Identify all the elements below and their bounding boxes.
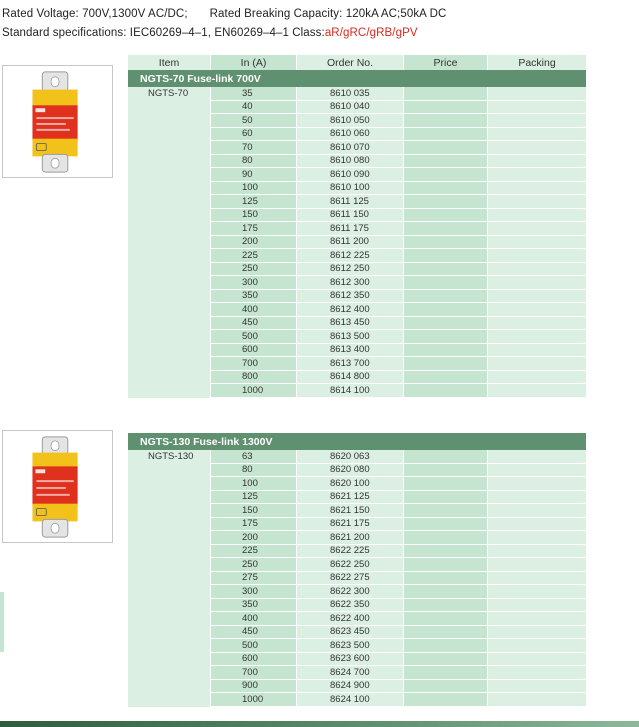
table-row (128, 371, 586, 385)
cell-in: 80 (210, 464, 296, 478)
cell-order-no: 8610 035 (296, 87, 403, 101)
table-ngts-70 (128, 55, 586, 398)
cell-price (403, 249, 487, 263)
table-row (128, 182, 586, 196)
cell-order-no: 8614 800 (296, 371, 403, 385)
cell-in: 200 (210, 236, 296, 250)
cell-packing (487, 666, 586, 680)
cell-item (128, 141, 210, 155)
table-row (128, 572, 586, 586)
cell-item (128, 195, 210, 209)
table-row (128, 141, 586, 155)
table-banner: NGTS-70 Fuse-link 700V (128, 70, 586, 87)
table-row (128, 680, 586, 694)
cell-in: 125 (210, 491, 296, 505)
table-row (128, 290, 586, 304)
table-row (128, 276, 586, 290)
cell-order-no: 8623 500 (296, 639, 403, 653)
cell-packing (487, 545, 586, 559)
cell-in: 1000 (210, 384, 296, 398)
table-row (128, 128, 586, 142)
cell-order-no: 8621 175 (296, 518, 403, 532)
cell-item (128, 626, 210, 640)
table-body (128, 87, 586, 398)
cell-price (403, 531, 487, 545)
cell-in: 275 (210, 572, 296, 586)
cell-price (403, 545, 487, 559)
spec-line-standards (2, 27, 418, 39)
cell-in: 40 (210, 101, 296, 115)
cell-packing (487, 290, 586, 304)
table-row (128, 222, 586, 236)
cell-packing (487, 518, 586, 532)
table-row (128, 263, 586, 277)
cell-item (128, 531, 210, 545)
cell-item (128, 101, 210, 115)
cell-item (128, 612, 210, 626)
cell-in: 450 (210, 317, 296, 331)
cell-packing (487, 87, 586, 101)
table-row (128, 317, 586, 331)
cell-price (403, 209, 487, 223)
cell-order-no: 8620 100 (296, 477, 403, 491)
cell-order-no: 8621 125 (296, 491, 403, 505)
cell-in: 350 (210, 290, 296, 304)
cell-packing (487, 141, 586, 155)
cell-price (403, 290, 487, 304)
table-row (128, 518, 586, 532)
spec-line-voltage (2, 8, 446, 20)
cell-packing (487, 114, 586, 128)
cell-packing (487, 249, 586, 263)
cell-packing (487, 504, 586, 518)
cell-price (403, 384, 487, 398)
cell-price (403, 303, 487, 317)
table-row (128, 357, 586, 371)
cell-packing (487, 195, 586, 209)
cell-packing (487, 128, 586, 142)
cell-packing (487, 168, 586, 182)
cell-item (128, 303, 210, 317)
cell-packing (487, 491, 586, 505)
cell-packing (487, 344, 586, 358)
cell-order-no: 8621 200 (296, 531, 403, 545)
cell-order-no: 8622 300 (296, 585, 403, 599)
cell-price (403, 680, 487, 694)
cell-order-no: 8612 400 (296, 303, 403, 317)
cell-in: 600 (210, 344, 296, 358)
cell-packing (487, 477, 586, 491)
cell-price (403, 612, 487, 626)
cell-order-no: 8610 070 (296, 141, 403, 155)
cell-item (128, 518, 210, 532)
cell-packing (487, 384, 586, 398)
fuse-link-icon (3, 66, 112, 177)
cell-in: 60 (210, 128, 296, 142)
cell-price (403, 371, 487, 385)
cell-price (403, 572, 487, 586)
table-row (128, 344, 586, 358)
cell-item (128, 114, 210, 128)
cell-order-no: 8610 100 (296, 182, 403, 196)
cell-item (128, 330, 210, 344)
table-row (128, 330, 586, 344)
cell-item (128, 585, 210, 599)
cell-order-no: 8614 100 (296, 384, 403, 398)
table-banner: NGTS-130 Fuse-link 1300V (128, 433, 586, 450)
table-row (128, 491, 586, 505)
cell-in: 300 (210, 585, 296, 599)
class-text: aR/gRC/gRB/gPV (324, 27, 418, 39)
cell-packing (487, 653, 586, 667)
cell-order-no: 8610 040 (296, 101, 403, 115)
cell-price (403, 114, 487, 128)
table-row (128, 558, 586, 572)
cell-price (403, 599, 487, 613)
cell-order-no: 8624 700 (296, 666, 403, 680)
cell-order-no: 8621 150 (296, 504, 403, 518)
cell-item (128, 276, 210, 290)
header-packing: Packing (487, 55, 586, 70)
cell-price (403, 128, 487, 142)
cell-price (403, 236, 487, 250)
cell-packing (487, 263, 586, 277)
cell-packing (487, 558, 586, 572)
cell-in: 200 (210, 531, 296, 545)
cell-item (128, 236, 210, 250)
cell-price (403, 504, 487, 518)
cell-in: 80 (210, 155, 296, 169)
table-row (128, 531, 586, 545)
cell-price (403, 141, 487, 155)
cell-item (128, 290, 210, 304)
cell-in: 500 (210, 639, 296, 653)
cell-packing (487, 317, 586, 331)
cell-price (403, 182, 487, 196)
cell-order-no: 8620 063 (296, 450, 403, 464)
cell-price (403, 317, 487, 331)
cell-in: 400 (210, 612, 296, 626)
cell-price (403, 653, 487, 667)
table-row (128, 653, 586, 667)
table-row (128, 450, 586, 464)
table-row (128, 693, 586, 707)
cell-price (403, 639, 487, 653)
cell-in: 700 (210, 666, 296, 680)
fuse-link-icon (3, 431, 112, 542)
cell-packing (487, 236, 586, 250)
cell-item (128, 209, 210, 223)
table-row (128, 504, 586, 518)
cell-price (403, 155, 487, 169)
table-row (128, 168, 586, 182)
cell-item (128, 182, 210, 196)
cell-item (128, 680, 210, 694)
cell-item (128, 344, 210, 358)
cell-in: 63 (210, 450, 296, 464)
cell-order-no: 8611 125 (296, 195, 403, 209)
table-row (128, 626, 586, 640)
cell-item (128, 639, 210, 653)
cell-packing (487, 209, 586, 223)
product-image-ngts-130 (2, 430, 113, 543)
side-strip (0, 592, 4, 652)
cell-order-no: 8612 300 (296, 276, 403, 290)
cell-order-no: 8610 090 (296, 168, 403, 182)
cell-price (403, 626, 487, 640)
cell-in: 150 (210, 504, 296, 518)
cell-in: 400 (210, 303, 296, 317)
cell-order-no: 8612 250 (296, 263, 403, 277)
cell-item (128, 693, 210, 707)
table-row (128, 195, 586, 209)
cell-order-no: 8611 175 (296, 222, 403, 236)
cell-order-no: 8613 400 (296, 344, 403, 358)
table-row (128, 477, 586, 491)
cell-packing (487, 639, 586, 653)
header-item: Item (158, 56, 180, 69)
product-image-ngts-70 (2, 65, 113, 178)
cell-packing (487, 357, 586, 371)
table-row (128, 303, 586, 317)
cell-item: NGTS-130 (128, 450, 210, 464)
cell-item (128, 249, 210, 263)
cell-in: 500 (210, 330, 296, 344)
cell-item: NGTS-70 (128, 87, 210, 101)
cell-item (128, 128, 210, 142)
cell-order-no: 8612 350 (296, 290, 403, 304)
table-row (128, 114, 586, 128)
cell-packing (487, 303, 586, 317)
cell-in: 600 (210, 653, 296, 667)
cell-item (128, 168, 210, 182)
cell-packing (487, 450, 586, 464)
table-row (128, 599, 586, 613)
cell-packing (487, 612, 586, 626)
cell-price (403, 693, 487, 707)
cell-packing (487, 182, 586, 196)
cell-in: 350 (210, 599, 296, 613)
cell-in: 250 (210, 263, 296, 277)
cell-in: 225 (210, 249, 296, 263)
cell-price (403, 518, 487, 532)
cell-item (128, 357, 210, 371)
cell-order-no: 8622 250 (296, 558, 403, 572)
table-body (128, 450, 586, 707)
cell-packing (487, 276, 586, 290)
cell-item (128, 317, 210, 331)
table-row (128, 236, 586, 250)
cell-item (128, 491, 210, 505)
cell-item (128, 558, 210, 572)
table-row (128, 87, 586, 101)
cell-order-no: 8624 100 (296, 693, 403, 707)
cell-order-no: 8610 050 (296, 114, 403, 128)
cell-order-no: 8623 450 (296, 626, 403, 640)
cell-order-no: 8613 450 (296, 317, 403, 331)
cell-in: 900 (210, 680, 296, 694)
cell-price (403, 491, 487, 505)
header-in: In (A) (210, 55, 296, 70)
table-header (128, 55, 586, 70)
cell-item (128, 371, 210, 385)
table-row (128, 666, 586, 680)
cell-in: 150 (210, 209, 296, 223)
cell-order-no: 8623 600 (296, 653, 403, 667)
cell-packing (487, 330, 586, 344)
cell-in: 100 (210, 477, 296, 491)
table-row (128, 155, 586, 169)
cell-packing (487, 222, 586, 236)
table-row (128, 545, 586, 559)
cell-in: 225 (210, 545, 296, 559)
table-row (128, 384, 586, 398)
cell-order-no: 8611 150 (296, 209, 403, 223)
cell-price (403, 276, 487, 290)
cell-packing (487, 155, 586, 169)
cell-order-no: 8612 225 (296, 249, 403, 263)
cell-order-no: 8613 700 (296, 357, 403, 371)
cell-order-no: 8622 400 (296, 612, 403, 626)
cell-order-no: 8610 060 (296, 128, 403, 142)
cell-price (403, 222, 487, 236)
cell-in: 50 (210, 114, 296, 128)
rated-voltage-text: Rated Voltage: 700V,1300V AC/DC; (2, 8, 188, 20)
cell-in: 800 (210, 371, 296, 385)
cell-item (128, 464, 210, 478)
cell-item (128, 263, 210, 277)
cell-order-no: 8624 900 (296, 680, 403, 694)
table-row (128, 585, 586, 599)
table-row (128, 249, 586, 263)
cell-price (403, 558, 487, 572)
cell-packing (487, 464, 586, 478)
cell-in: 175 (210, 222, 296, 236)
breaking-capacity-text: Rated Breaking Capacity: 120kA AC;50kA DC (209, 8, 447, 20)
cell-item (128, 504, 210, 518)
cell-packing (487, 599, 586, 613)
cell-item (128, 477, 210, 491)
cell-item (128, 599, 210, 613)
cell-price (403, 357, 487, 371)
cell-price (403, 477, 487, 491)
cell-order-no: 8613 500 (296, 330, 403, 344)
cell-price (403, 168, 487, 182)
cell-price (403, 195, 487, 209)
cell-packing (487, 531, 586, 545)
cell-packing (487, 101, 586, 115)
table-row (128, 209, 586, 223)
cell-in: 300 (210, 276, 296, 290)
cell-item (128, 653, 210, 667)
cell-item (128, 666, 210, 680)
cell-packing (487, 693, 586, 707)
cell-in: 100 (210, 182, 296, 196)
cell-packing (487, 680, 586, 694)
cell-in: 1000 (210, 693, 296, 707)
cell-packing (487, 585, 586, 599)
cell-order-no: 8610 080 (296, 155, 403, 169)
cell-in: 450 (210, 626, 296, 640)
cell-in: 35 (210, 87, 296, 101)
cell-price (403, 450, 487, 464)
cell-order-no: 8622 225 (296, 545, 403, 559)
cell-price (403, 464, 487, 478)
cell-order-no: 8611 200 (296, 236, 403, 250)
cell-price (403, 101, 487, 115)
cell-order-no: 8622 350 (296, 599, 403, 613)
cell-item (128, 155, 210, 169)
header-order-no: Order No. (296, 55, 403, 70)
table-row (128, 639, 586, 653)
cell-item (128, 384, 210, 398)
cell-price (403, 666, 487, 680)
table-row (128, 101, 586, 115)
table-row (128, 464, 586, 478)
cell-item (128, 572, 210, 586)
cell-price (403, 87, 487, 101)
cell-in: 90 (210, 168, 296, 182)
cell-in: 70 (210, 141, 296, 155)
cell-order-no: 8620 080 (296, 464, 403, 478)
cell-in: 125 (210, 195, 296, 209)
cell-price (403, 263, 487, 277)
cell-packing (487, 371, 586, 385)
cell-order-no: 8622 275 (296, 572, 403, 586)
cell-price (403, 344, 487, 358)
bottom-bar (0, 721, 639, 727)
cell-in: 250 (210, 558, 296, 572)
cell-price (403, 585, 487, 599)
cell-in: 700 (210, 357, 296, 371)
cell-price (403, 330, 487, 344)
standards-text: Standard specifications: IEC60269–4–1, EN60269–4–1 Class: (2, 27, 325, 39)
cell-packing (487, 626, 586, 640)
table-row (128, 612, 586, 626)
header-price: Price (403, 55, 487, 70)
table-ngts-130 (128, 433, 586, 707)
cell-item (128, 222, 210, 236)
cell-item (128, 545, 210, 559)
cell-packing (487, 572, 586, 586)
cell-in: 175 (210, 518, 296, 532)
